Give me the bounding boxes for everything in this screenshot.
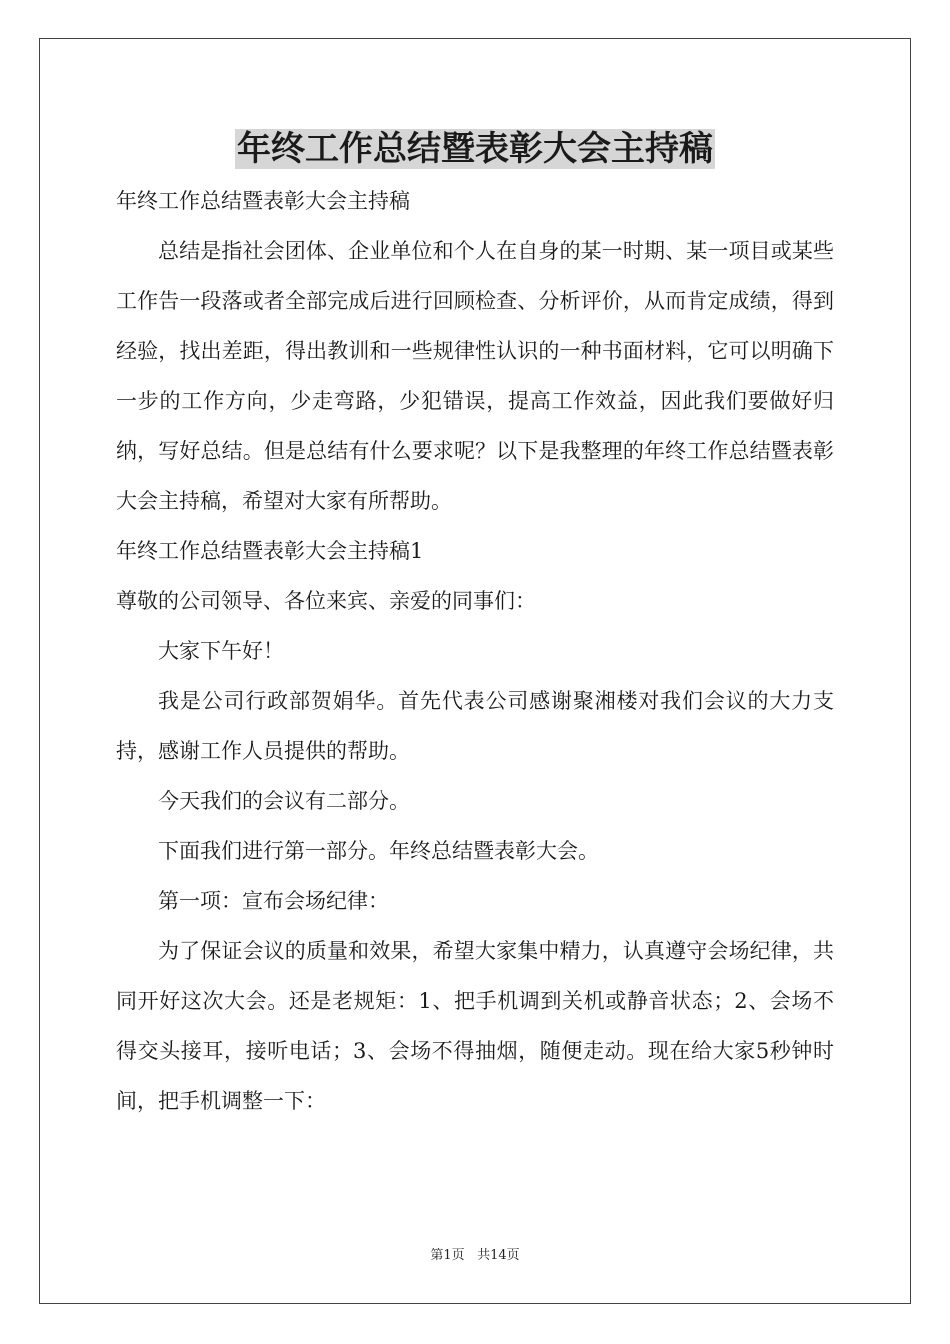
paragraph-section-heading: 年终工作总结暨表彰大会主持稿1 [116, 539, 424, 563]
paragraph-meeting-parts: 今天我们的会议有二部分。 [158, 789, 410, 813]
page-total: 共14页 [477, 1248, 520, 1263]
paragraph-intro: 总结是指社会团体、企业单位和个人在自身的某一时期、某一项目或某些工作告一段落或者全部完成后进行回顾检查、分析评价，从而肯定成绩，得到经验，找出差距，得出教训和一些规律性认识的一种书面材料，它可以明确下一步的工作方向，少走弯路，少犯错误，提高工作效益，因此我们要做好归纳，写好总结。但是总结有什么要求呢？以下是我整理的年终工作总结暨表彰大会主持稿，希望对大家有所帮助。 [116, 239, 834, 513]
page-number: 第1页 [430, 1248, 465, 1263]
paragraph-salutation: 尊敬的公司领导、各位来宾、亲爱的同事们： [116, 589, 536, 613]
paragraph-part-one: 下面我们进行第一部分。年终总结暨表彰大会。 [158, 839, 599, 863]
paragraph-greeting: 大家下午好！ [158, 639, 284, 663]
footer-separator [465, 1248, 477, 1263]
paragraph-discipline: 为了保证会议的质量和效果，希望大家集中精力，认真遵守会场纪律，共同开好这次大会。还是老规矩：1、把手机调到关机或静音状态；2、会场不得交头接耳，接听电话；3、会场不得抽烟，随便走动。现在给大家5秒钟时间，把手机调整一下： [116, 939, 834, 1113]
paragraph-item-one: 第一项：宣布会场纪律： [158, 889, 389, 913]
document-title [0, 124, 950, 174]
page-footer [0, 1246, 950, 1266]
paragraph-subtitle: 年终工作总结暨表彰大会主持稿 [116, 189, 410, 213]
document-body [116, 176, 834, 1126]
paragraph-self-introduction: 我是公司行政部贺娟华。首先代表公司感谢聚湘楼对我们会议的大力支持，感谢工作人员提供的帮助。 [116, 689, 834, 763]
document-title-text: 年终工作总结暨表彰大会主持稿 [237, 129, 713, 169]
